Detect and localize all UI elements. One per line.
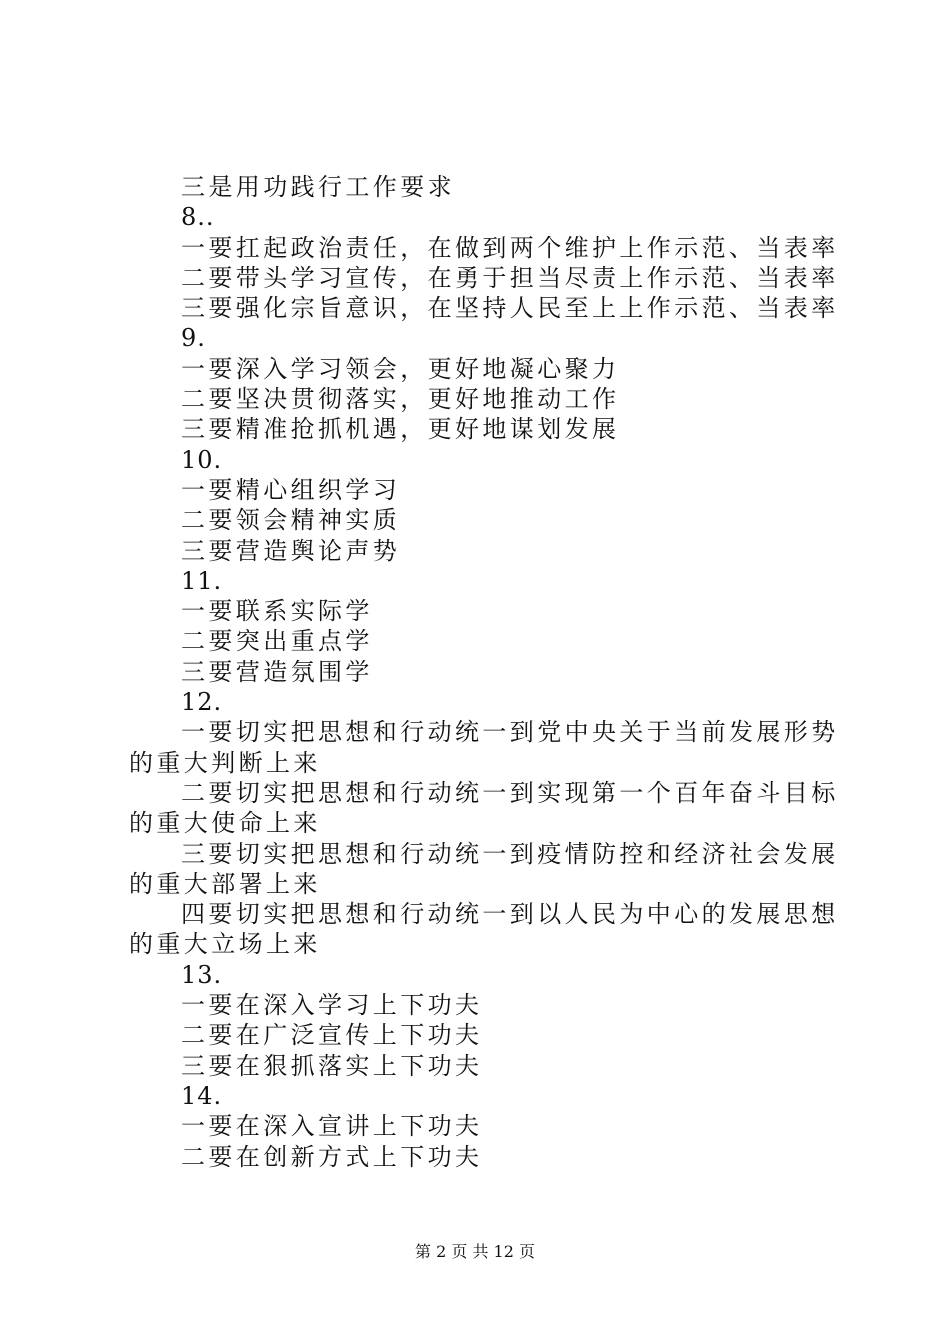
text-line: 三要营造氛围学 bbox=[181, 657, 373, 686]
section-number: 14. bbox=[181, 1081, 223, 1110]
document-body bbox=[129, 172, 849, 1172]
text-line: 二要在广泛宣传上下功夫 bbox=[181, 1021, 483, 1050]
section-number: 10. bbox=[181, 445, 223, 474]
page-footer: 第 2 页 共 12 页 bbox=[415, 1242, 535, 1261]
section-number: 9. bbox=[181, 324, 206, 353]
text-line: 二要在创新方式上下功夫 bbox=[181, 1142, 483, 1171]
section-number: 8.. bbox=[181, 203, 215, 232]
text-line: 一要在深入宣讲上下功夫 bbox=[181, 1112, 483, 1141]
text-line: 一要扛起政治责任，在做到两个维护上作示范、当表率 bbox=[181, 233, 839, 262]
section-number: 13. bbox=[181, 960, 223, 989]
paragraph: 四要切实把思想和行动统一到以人民为中心的发展思想的重大立场上来 bbox=[129, 900, 839, 959]
text-line: 一要在深入学习上下功夫 bbox=[181, 991, 483, 1020]
text-line: 二要带头学习宣传，在勇于担当尽责上作示范、当表率 bbox=[181, 263, 839, 292]
paragraph: 三要切实把思想和行动统一到疫情防控和经济社会发展的重大部署上来 bbox=[129, 839, 839, 898]
text-line: 二要领会精神实质 bbox=[181, 506, 401, 535]
text-line: 一要精心组织学习 bbox=[181, 475, 401, 504]
text-line: 三要强化宗旨意识，在坚持人民至上上作示范、当表率 bbox=[181, 294, 839, 323]
text-line: 一要深入学习领会，更好地凝心聚力 bbox=[181, 354, 620, 383]
text-line: 一要联系实际学 bbox=[181, 597, 373, 626]
paragraph: 二要切实把思想和行动统一到实现第一个百年奋斗目标的重大使命上来 bbox=[129, 778, 839, 838]
text-line: 二要突出重点学 bbox=[181, 627, 373, 656]
section-number: 11. bbox=[181, 566, 223, 595]
text-line: 二要坚决贯彻落实，更好地推动工作 bbox=[181, 385, 620, 414]
section-number: 12. bbox=[181, 688, 223, 717]
text-line: 三要在狠抓落实上下功夫 bbox=[181, 1051, 483, 1080]
text-line: 三要营造舆论声势 bbox=[181, 536, 401, 565]
text-line: 三是用功践行工作要求 bbox=[181, 173, 455, 201]
paragraph: 一要切实把思想和行动统一到党中央关于当前发展形势的重大判断上来 bbox=[129, 718, 839, 777]
text-line: 三要精准抢抓机遇，更好地谋划发展 bbox=[181, 415, 620, 444]
